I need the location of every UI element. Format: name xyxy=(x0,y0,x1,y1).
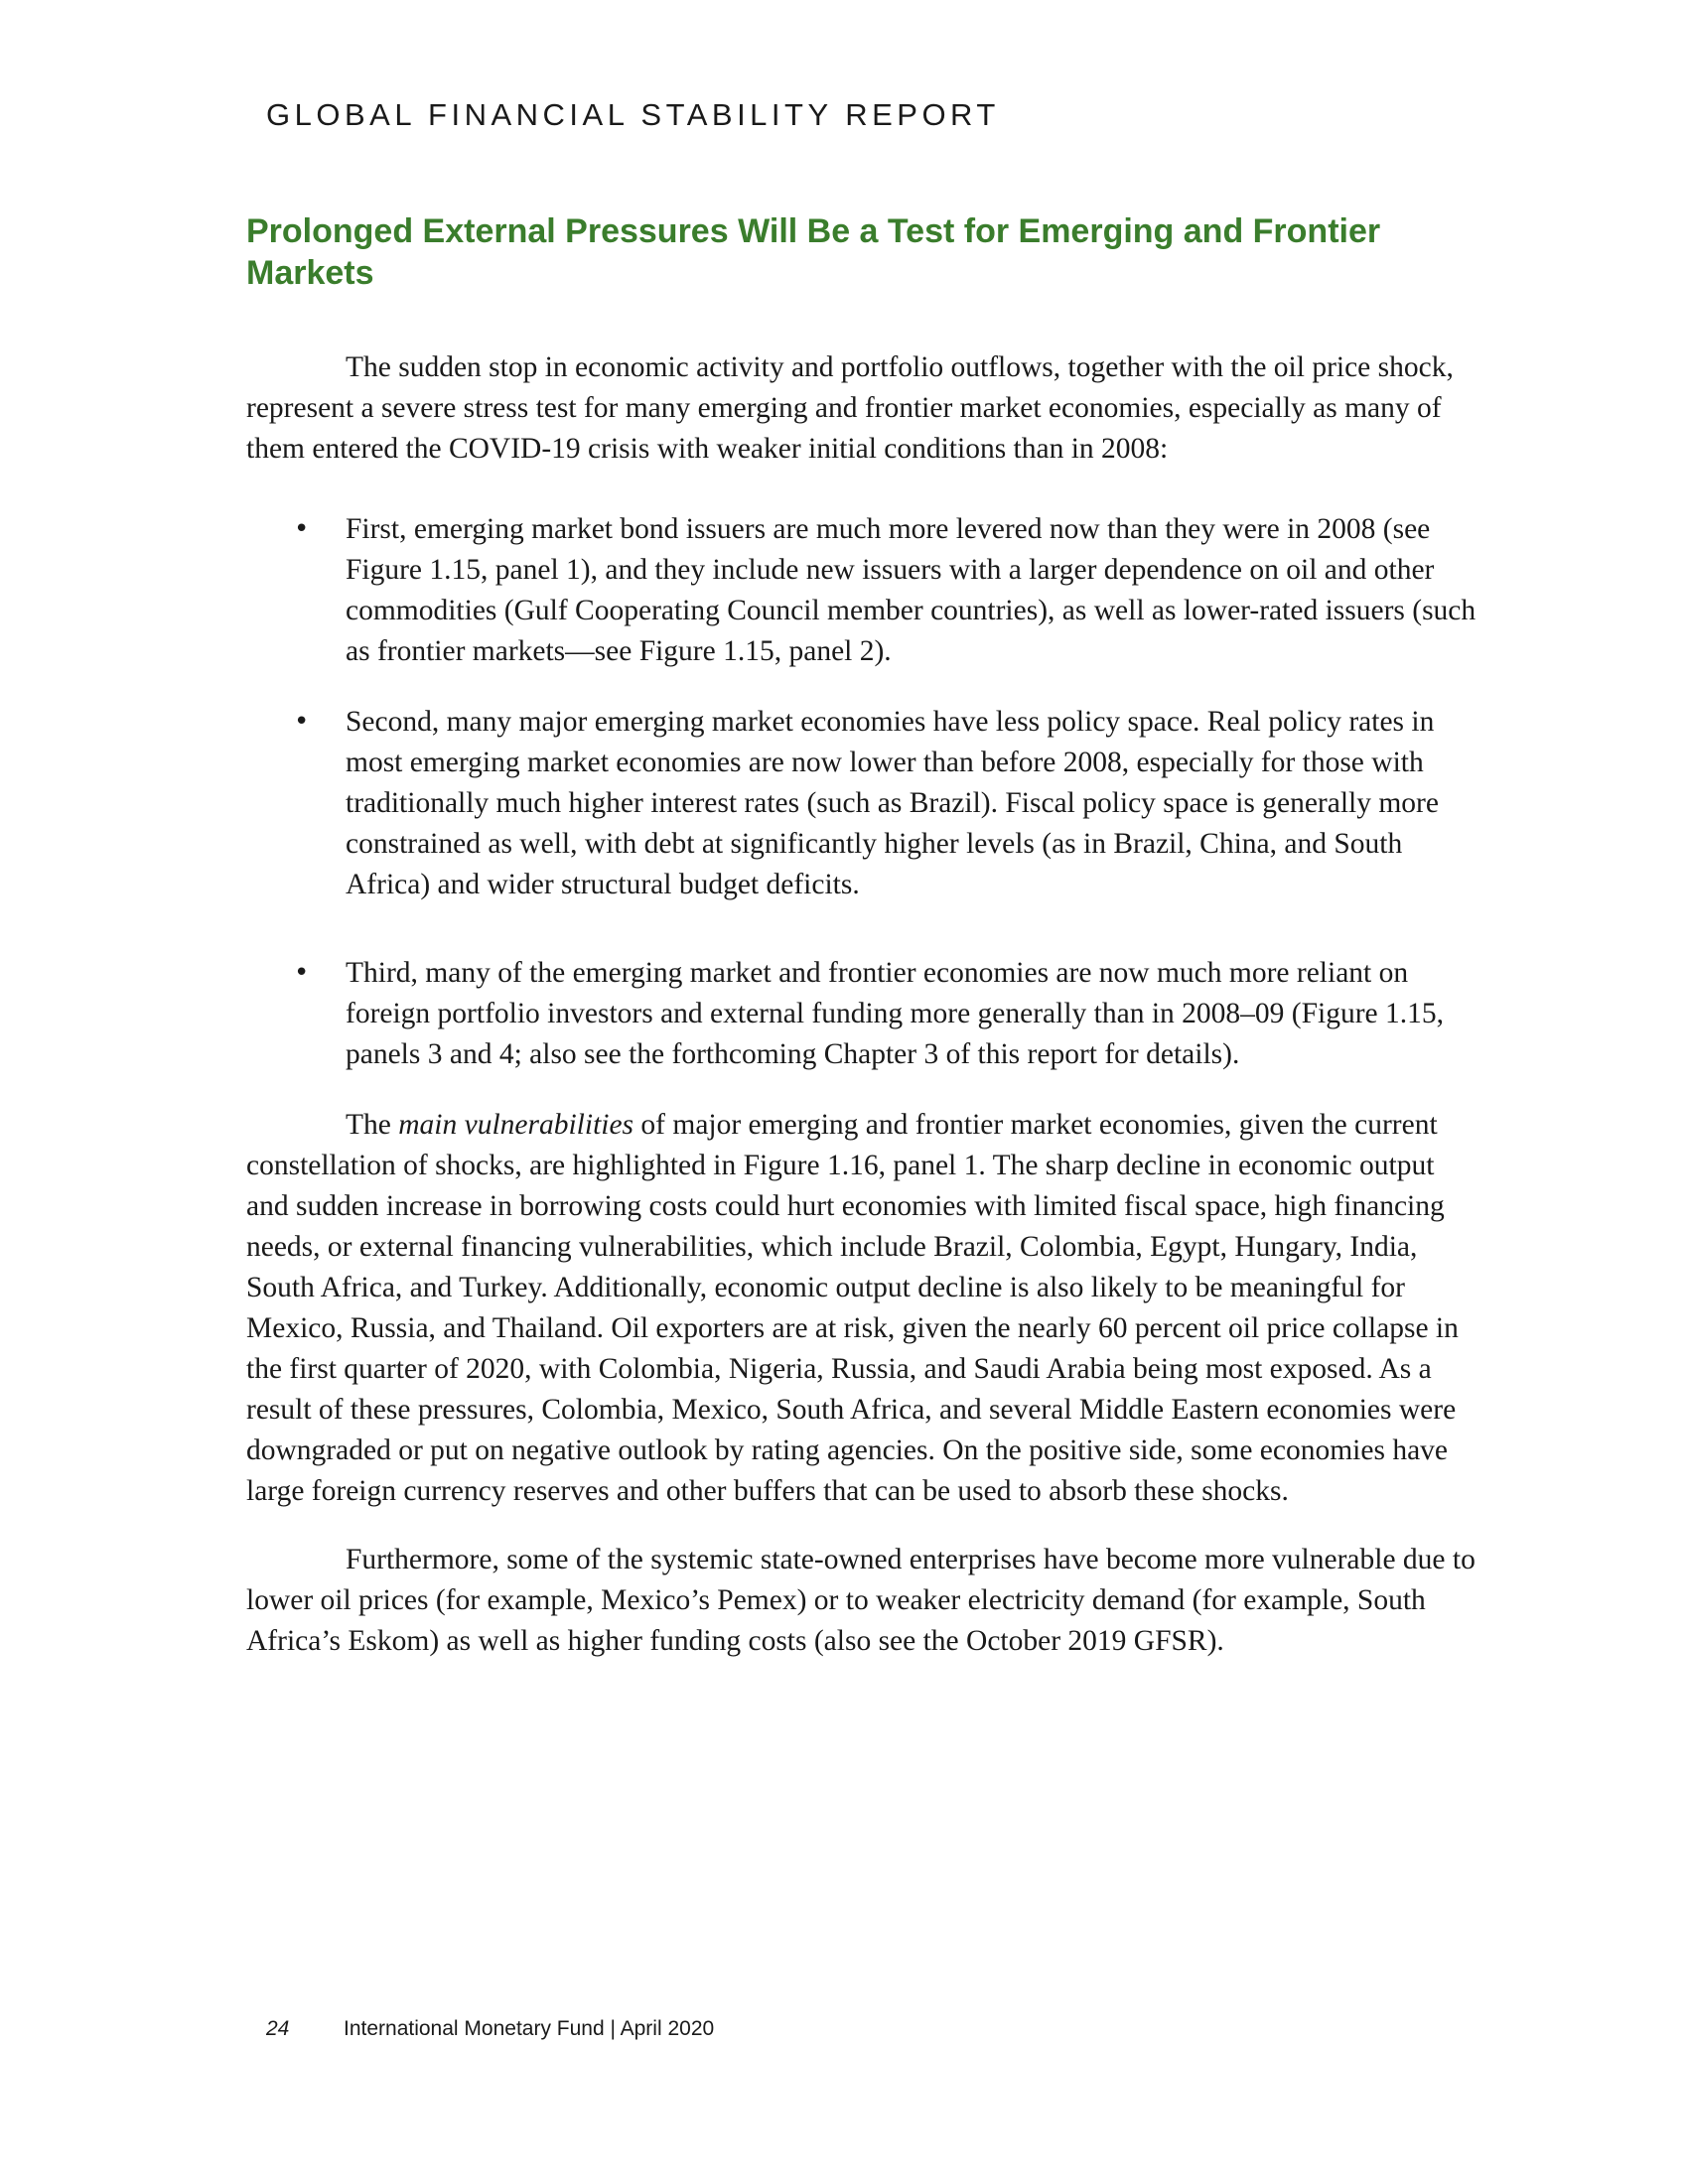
bullet-list xyxy=(246,509,1482,1075)
bullet-text: Third, many of the emerging market and frontier economies are now much more reliant on foreign portfolio investors and external funding more generally than in 2008–09 (Figure 1.15, panels 3 and 4; also see the forthcoming Chapter 3 of this report for details). xyxy=(346,957,1444,1070)
bullet-text: Second, many major emerging market economies have less policy space. Real policy rates in most emerging market economies are now lower than before 2008, especially for those with traditionally much higher interest rates (such as Brazil). Fiscal policy space is generally more constrained as well, with debt at significantly higher levels (as in Brazil, China, and South Africa) and wider structural budget deficits. xyxy=(346,706,1439,900)
list-item xyxy=(246,953,1482,1075)
bullet-icon: • xyxy=(294,514,310,544)
soe-paragraph: Furthermore, some of the systemic state-owned enterprises have become more vulnerable due to lower oil prices (for example, Mexico’s Pemex) or to weaker electricity demand (for example, South Africa’s Eskom) as well as higher funding costs (also see the October 2019 GFSR). xyxy=(246,1544,1476,1657)
bullet-text: First, emerging market bond issuers are much more levered now than they were in 2008 (see Figure 1.15, panel 1), and they include new issuers with a larger dependence on oil and other commodities (Gulf Cooperating Council member countries), as well as lower-rated issuers (such as frontier markets—see Figure 1.15, panel 2). xyxy=(346,513,1477,667)
vulnerabilities-paragraph xyxy=(246,1105,1482,1512)
section-title: Prolonged External Pressures Will Be a Test for Emerging and Frontier Markets xyxy=(246,212,1381,292)
running-header: GLOBAL FINANCIAL STABILITY REPORT xyxy=(266,97,1000,132)
publisher-line: International Monetary Fund | April 2020 xyxy=(344,2017,715,2040)
list-item xyxy=(246,702,1482,905)
intro-paragraph: The sudden stop in economic activity and portfolio outflows, together with the oil price shock, represent a severe stress test for many emerging and frontier market economies, especially as many of them entered the COVID-19 crisis with weaker initial conditions than in 2008: xyxy=(246,351,1454,465)
vulnerabilities-text: of major emerging and frontier market economies, given the current constellation of shocks, are highlighted in Figure 1.16, panel 1. The sharp decline in economic output and sudden increase in borrowing costs could hurt economies with limited fiscal space, high financing needs, or external financing vulnerabilities, which include Brazil, Colombia, Egypt, Hungary, India, South Africa, and Turkey. Additionally, economic output decline is also likely to be meaningful for Mexico, Russia, and Thailand. Oil exporters are at risk, given the nearly 60 percent oil price collapse in the first quarter of 2020, with Colombia, Nigeria, Russia, and Saudi Arabia being most exposed. As a result of these pressures, Colombia, Mexico, South Africa, and several Middle Eastern economies were downgraded or put on negative outlook by rating agencies. On the positive side, some economies have large foreign currency reserves and other buffers that can be used to absorb these shocks. xyxy=(246,1109,1459,1507)
vulnerabilities-lead: The xyxy=(346,1109,399,1141)
bullet-icon: • xyxy=(294,707,310,737)
page-number: 24 xyxy=(266,2017,290,2040)
page-footer xyxy=(266,2017,714,2041)
body-content xyxy=(246,347,1482,1662)
vulnerabilities-emphasis: main vulnerabilities xyxy=(398,1109,634,1141)
bullet-icon: • xyxy=(294,958,310,988)
list-item xyxy=(246,509,1482,672)
